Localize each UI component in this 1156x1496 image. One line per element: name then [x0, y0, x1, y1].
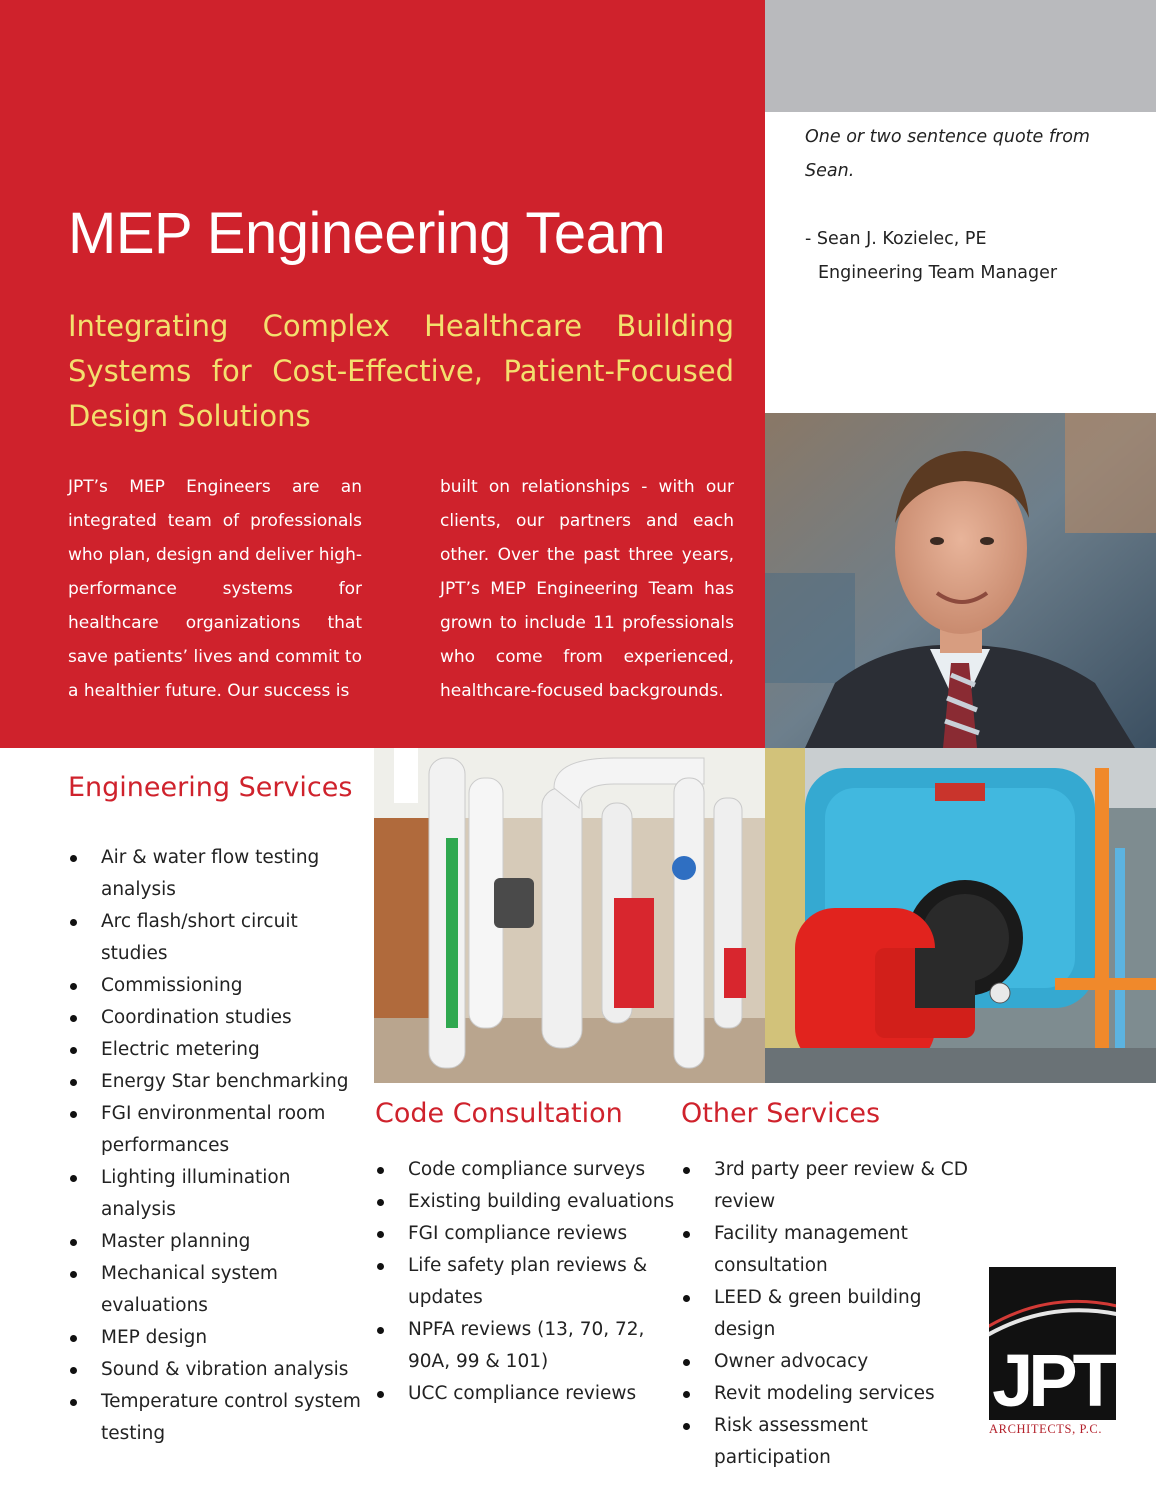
quote-author-role: Engineering Team Manager: [818, 263, 1058, 283]
logo-mark: [989, 1267, 1116, 1420]
other-services-list: [681, 1154, 981, 1474]
jpt-logo: [989, 1267, 1116, 1437]
list-item: FGI environmental room performances: [68, 1098, 363, 1162]
list-item: FGI compliance reviews: [375, 1218, 675, 1250]
intro-text-left: JPT’s MEP Engineers are an integrated team of professionals who plan, design and deliver high-performance systems for healthcare organizations that save patients’ lives and commit to a healthier future. Our success is: [68, 477, 362, 701]
list-item: Electric metering: [68, 1034, 363, 1066]
list-item: MEP design: [68, 1322, 363, 1354]
list-item: Energy Star benchmarking: [68, 1066, 363, 1098]
mechanical-room-photo: [374, 748, 765, 1083]
other-services-heading: Other Services: [681, 1098, 881, 1129]
code-consultation-heading: Code Consultation: [375, 1098, 623, 1129]
list-item: Mechanical system evaluations: [68, 1258, 363, 1322]
engineering-services-heading: Engineering Services: [68, 772, 353, 803]
list-item: 3rd party peer review & CD review: [681, 1154, 981, 1218]
list-item: Risk assessment participation: [681, 1410, 981, 1474]
list-item: Temperature control system testing: [68, 1386, 363, 1450]
list-item: Commissioning: [68, 970, 363, 1002]
list-item: Sound & vibration analysis: [68, 1354, 363, 1386]
list-item: Air & water flow testing analysis: [68, 842, 363, 906]
page-subtitle: Integrating Complex Healthcare Building Systems for Cost-Effective, Patient-Focused Design Solutions: [68, 309, 734, 433]
logo-letters: JPT: [992, 1339, 1113, 1420]
list-item: Life safety plan reviews & updates: [375, 1250, 675, 1314]
code-consultation-list: [375, 1154, 675, 1410]
list-item: Lighting illumination analysis: [68, 1162, 363, 1226]
quote-text: One or two sentence quote from Sean.: [805, 127, 1090, 181]
list-item: Master planning: [68, 1226, 363, 1258]
list-item: Facility management consultation: [681, 1218, 981, 1282]
list-item: Owner advocacy: [681, 1346, 981, 1378]
engineering-services-list: [68, 842, 363, 1450]
intro-text-right: built on relationships - with our clients, our partners and each other. Over the past three years, JPT’s MEP Engineering Team has grown to include 11 professionals who come from experienced, healthcare-focused backgrounds.: [440, 477, 734, 701]
list-item: Coordination studies: [68, 1002, 363, 1034]
header-gray-bar: [765, 0, 1156, 112]
quote-attribution: [805, 222, 1135, 290]
page-title: MEP Engineering Team: [68, 201, 666, 266]
list-item: Revit modeling services: [681, 1378, 981, 1410]
portrait-photo: [765, 413, 1156, 748]
list-item: Arc flash/short circuit studies: [68, 906, 363, 970]
list-item: NPFA reviews (13, 70, 72, 90A, 99 & 101): [375, 1314, 675, 1378]
list-item: Code compliance surveys: [375, 1154, 675, 1186]
logo-subtitle: ARCHITECTS, P.C.: [989, 1422, 1103, 1436]
quote-author: - Sean J. Kozielec, PE: [805, 229, 987, 249]
list-item: Existing building evaluations: [375, 1186, 675, 1218]
list-item: LEED & green building design: [681, 1282, 981, 1346]
list-item: UCC compliance reviews: [375, 1378, 675, 1410]
boiler-room-photo: [765, 748, 1156, 1083]
